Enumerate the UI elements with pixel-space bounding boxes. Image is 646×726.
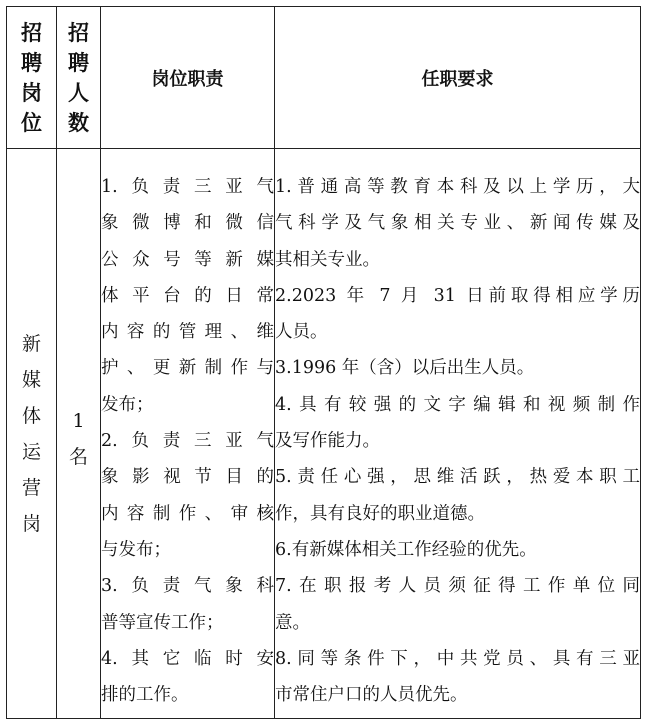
header-count-char: 人 xyxy=(68,80,89,105)
position-char: 营 xyxy=(21,476,41,499)
requirement-line: 作，具有良好的职业道德。 xyxy=(275,503,485,524)
position-char: 新 xyxy=(21,332,41,355)
position-char: 媒 xyxy=(21,368,41,391)
requirement-line: 2.2023 年 7 月 31 日前取得相应学历 xyxy=(275,285,640,306)
header-count-char: 聘 xyxy=(68,50,89,75)
requirement-line: 其相关专业。 xyxy=(275,249,380,270)
duty-line: 内容的管理、维 xyxy=(101,322,274,343)
requirement-line: 人员。 xyxy=(275,322,328,343)
duty-line: 4.其它临时安 xyxy=(101,648,274,669)
requirement-line: 3.1996 年（含）以后出生人员。 xyxy=(275,358,535,379)
header-position-char: 聘 xyxy=(21,50,42,75)
headcount-unit: 名 xyxy=(68,446,88,468)
requirement-line: 及写作能力。 xyxy=(275,431,380,452)
requirement-line: 意。 xyxy=(275,612,310,633)
requirements-cell xyxy=(275,149,641,719)
duty-line: 普等宣传工作； xyxy=(101,612,224,633)
position-char: 运 xyxy=(21,440,41,463)
requirement-line: 气科学及气象相关专业、新闻传媒及 xyxy=(275,213,640,234)
duty-line: 内容制作、审核 xyxy=(101,503,274,524)
header-count-char: 招 xyxy=(68,20,89,45)
recruitment-table xyxy=(6,6,641,719)
requirement-line: 6.有新媒体相关工作经验的优先。 xyxy=(275,539,537,560)
requirement-line: 5.责任心强，思维活跃，热爱本职工 xyxy=(275,467,640,488)
requirement-line: 1.普通高等教育本科及以上学历，大 xyxy=(275,177,640,197)
requirement-line: 市常住户口的人员优先。 xyxy=(275,685,468,706)
requirement-line: 7.在职报考人员须征得工作单位同 xyxy=(275,576,640,597)
duty-line: 发布； xyxy=(101,394,154,415)
header-duties: 岗位职责 xyxy=(101,7,275,149)
header-position-char: 招 xyxy=(21,20,42,45)
duty-line: 象微博和微信 xyxy=(101,213,274,234)
duties-cell xyxy=(101,149,275,719)
duty-line: 护、更新制作与 xyxy=(101,358,274,379)
duty-line: 1.负责三亚气 xyxy=(101,177,274,197)
duty-line: 象影视节目的 xyxy=(101,467,274,488)
header-position-char: 位 xyxy=(21,110,42,135)
header-position xyxy=(7,7,57,149)
duty-line: 3.负责气象科 xyxy=(101,576,274,597)
duty-line: 2.负责三亚气 xyxy=(101,431,274,452)
header-count-char: 数 xyxy=(68,110,89,135)
headcount-number: 1 xyxy=(72,410,85,432)
requirement-line: 4.具有较强的文字编辑和视频制作 xyxy=(275,394,640,415)
headcount-cell xyxy=(57,149,101,719)
duty-line: 体平台的日常 xyxy=(101,285,274,306)
header-count xyxy=(57,7,101,149)
duty-line: 排的工作。 xyxy=(101,685,189,706)
header-requirements: 任职要求 xyxy=(275,7,641,149)
header-position-char: 岗 xyxy=(21,80,42,105)
data-row xyxy=(7,149,641,719)
duty-line: 公众号等新媒 xyxy=(101,249,274,270)
position-name-cell xyxy=(7,149,57,719)
position-char: 体 xyxy=(21,404,41,427)
requirement-line: 8.同等条件下，中共党员、具有三亚 xyxy=(275,648,640,669)
duty-line: 与发布； xyxy=(101,539,171,560)
header-row xyxy=(7,7,641,149)
position-char: 岗 xyxy=(21,512,41,535)
